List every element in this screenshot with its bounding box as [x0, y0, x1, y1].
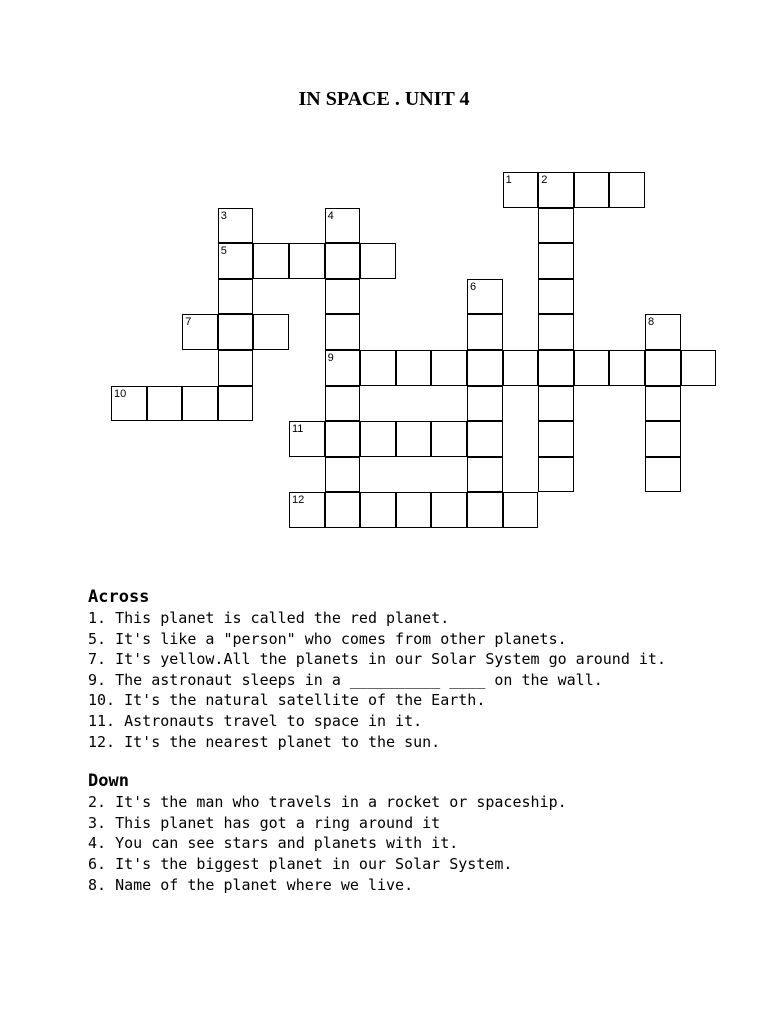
grid-cell[interactable]	[574, 350, 610, 386]
down-clue: 3. This planet has got a ring around it	[88, 813, 441, 832]
grid-cell[interactable]	[325, 421, 361, 457]
clues-section	[88, 586, 748, 895]
grid-cell[interactable]	[645, 314, 681, 350]
grid-cell[interactable]	[431, 492, 467, 528]
down-heading: Down	[88, 771, 129, 792]
grid-cell[interactable]	[396, 492, 432, 528]
grid-cell[interactable]	[325, 279, 361, 315]
across-clue: 11. Astronauts travel to space in it.	[88, 711, 423, 730]
grid-cell[interactable]	[360, 492, 396, 528]
across-clue: 10. It's the natural satellite of the Earth.	[88, 691, 486, 710]
grid-cell[interactable]	[538, 457, 574, 493]
grid-cell[interactable]	[289, 243, 325, 279]
clue-number: 8	[648, 316, 655, 329]
page-title: IN SPACE . UNIT 4	[298, 88, 470, 110]
grid-cell[interactable]	[467, 279, 503, 315]
across-clue: 5. It's like a "person" who comes from other planets.	[88, 629, 567, 648]
grid-cell[interactable]	[360, 243, 396, 279]
grid-cell[interactable]	[325, 208, 361, 244]
grid-cell[interactable]	[325, 386, 361, 422]
clue-number: 5	[220, 245, 227, 258]
down-clue: 8. Name of the planet where we live.	[88, 875, 414, 894]
across-clue: 7. It's yellow.All the planets in our Solar System go around it.	[88, 650, 666, 669]
grid-cell[interactable]	[218, 314, 254, 350]
grid-cell[interactable]	[645, 421, 681, 457]
grid-cell[interactable]	[431, 421, 467, 457]
across-clue: 12. It's the nearest planet to the sun.	[88, 732, 441, 751]
grid-cell[interactable]	[645, 350, 681, 386]
grid-cell[interactable]	[503, 492, 539, 528]
clue-number: 7	[185, 316, 192, 329]
grid-cell[interactable]	[218, 386, 254, 422]
grid-cell[interactable]	[467, 386, 503, 422]
grid-cell[interactable]	[218, 243, 254, 279]
down-clue-list	[88, 792, 748, 895]
down-clue: 6. It's the biggest planet in our Solar System.	[88, 854, 513, 873]
grid-cell[interactable]	[289, 492, 325, 528]
grid-cell[interactable]	[182, 314, 218, 350]
grid-cell[interactable]	[325, 457, 361, 493]
grid-cell[interactable]	[538, 243, 574, 279]
grid-cell[interactable]	[681, 350, 717, 386]
down-clue: 4. You can see stars and planets with it.	[88, 834, 459, 853]
grid-cell[interactable]	[289, 421, 325, 457]
clue-number: 4	[327, 209, 334, 222]
grid-cell[interactable]	[253, 314, 289, 350]
grid-cell[interactable]	[218, 279, 254, 315]
grid-cell[interactable]	[503, 350, 539, 386]
grid-cell[interactable]	[538, 172, 574, 208]
grid-cell[interactable]	[325, 492, 361, 528]
grid-cell[interactable]	[325, 243, 361, 279]
grid-cell[interactable]	[467, 314, 503, 350]
grid-cell[interactable]	[645, 386, 681, 422]
clue-number: 12	[292, 494, 305, 507]
grid-cell[interactable]	[396, 421, 432, 457]
grid-cell[interactable]	[538, 421, 574, 457]
grid-cell[interactable]	[574, 172, 610, 208]
clue-number: 3	[220, 209, 227, 222]
grid-cell[interactable]	[111, 386, 147, 422]
grid-cell[interactable]	[467, 350, 503, 386]
clue-number: 1	[505, 174, 512, 186]
grid-cell[interactable]	[538, 350, 574, 386]
grid-cell[interactable]	[396, 350, 432, 386]
grid-cell[interactable]	[538, 279, 574, 315]
grid-cell[interactable]	[503, 172, 539, 208]
grid-cell[interactable]	[467, 421, 503, 457]
down-clue: 2. It's the man who travels in a rocket or spaceship.	[88, 793, 567, 812]
grid-cell[interactable]	[538, 314, 574, 350]
across-clue: 1. This planet is called the red planet.	[88, 609, 450, 627]
grid-cell[interactable]	[182, 386, 218, 422]
across-clue-list	[88, 608, 748, 752]
grid-cell[interactable]	[609, 172, 645, 208]
grid-cell[interactable]	[218, 350, 254, 386]
grid-cell[interactable]	[218, 208, 254, 244]
clue-number: 11	[292, 423, 304, 436]
grid-cell[interactable]	[645, 457, 681, 493]
grid-cell[interactable]	[325, 350, 361, 386]
grid-cell[interactable]	[253, 243, 289, 279]
clue-number: 9	[327, 352, 334, 364]
grid-cell[interactable]	[609, 350, 645, 386]
grid-cell[interactable]	[360, 350, 396, 386]
grid-cell[interactable]	[467, 492, 503, 528]
grid-cell[interactable]	[538, 208, 574, 244]
grid-cell[interactable]	[360, 421, 396, 457]
clue-number: 10	[114, 387, 127, 400]
across-heading: Across	[88, 587, 150, 607]
grid-cell[interactable]	[325, 314, 361, 350]
across-clue: 9. The astronaut sleeps in a __________ ____ on the wall.	[88, 670, 603, 689]
grid-cell[interactable]	[467, 457, 503, 493]
clue-number: 6	[470, 280, 477, 293]
grid-cell[interactable]	[431, 350, 467, 386]
grid-cell[interactable]	[538, 386, 574, 422]
grid-cell[interactable]	[147, 386, 183, 422]
clue-number: 2	[541, 174, 548, 186]
